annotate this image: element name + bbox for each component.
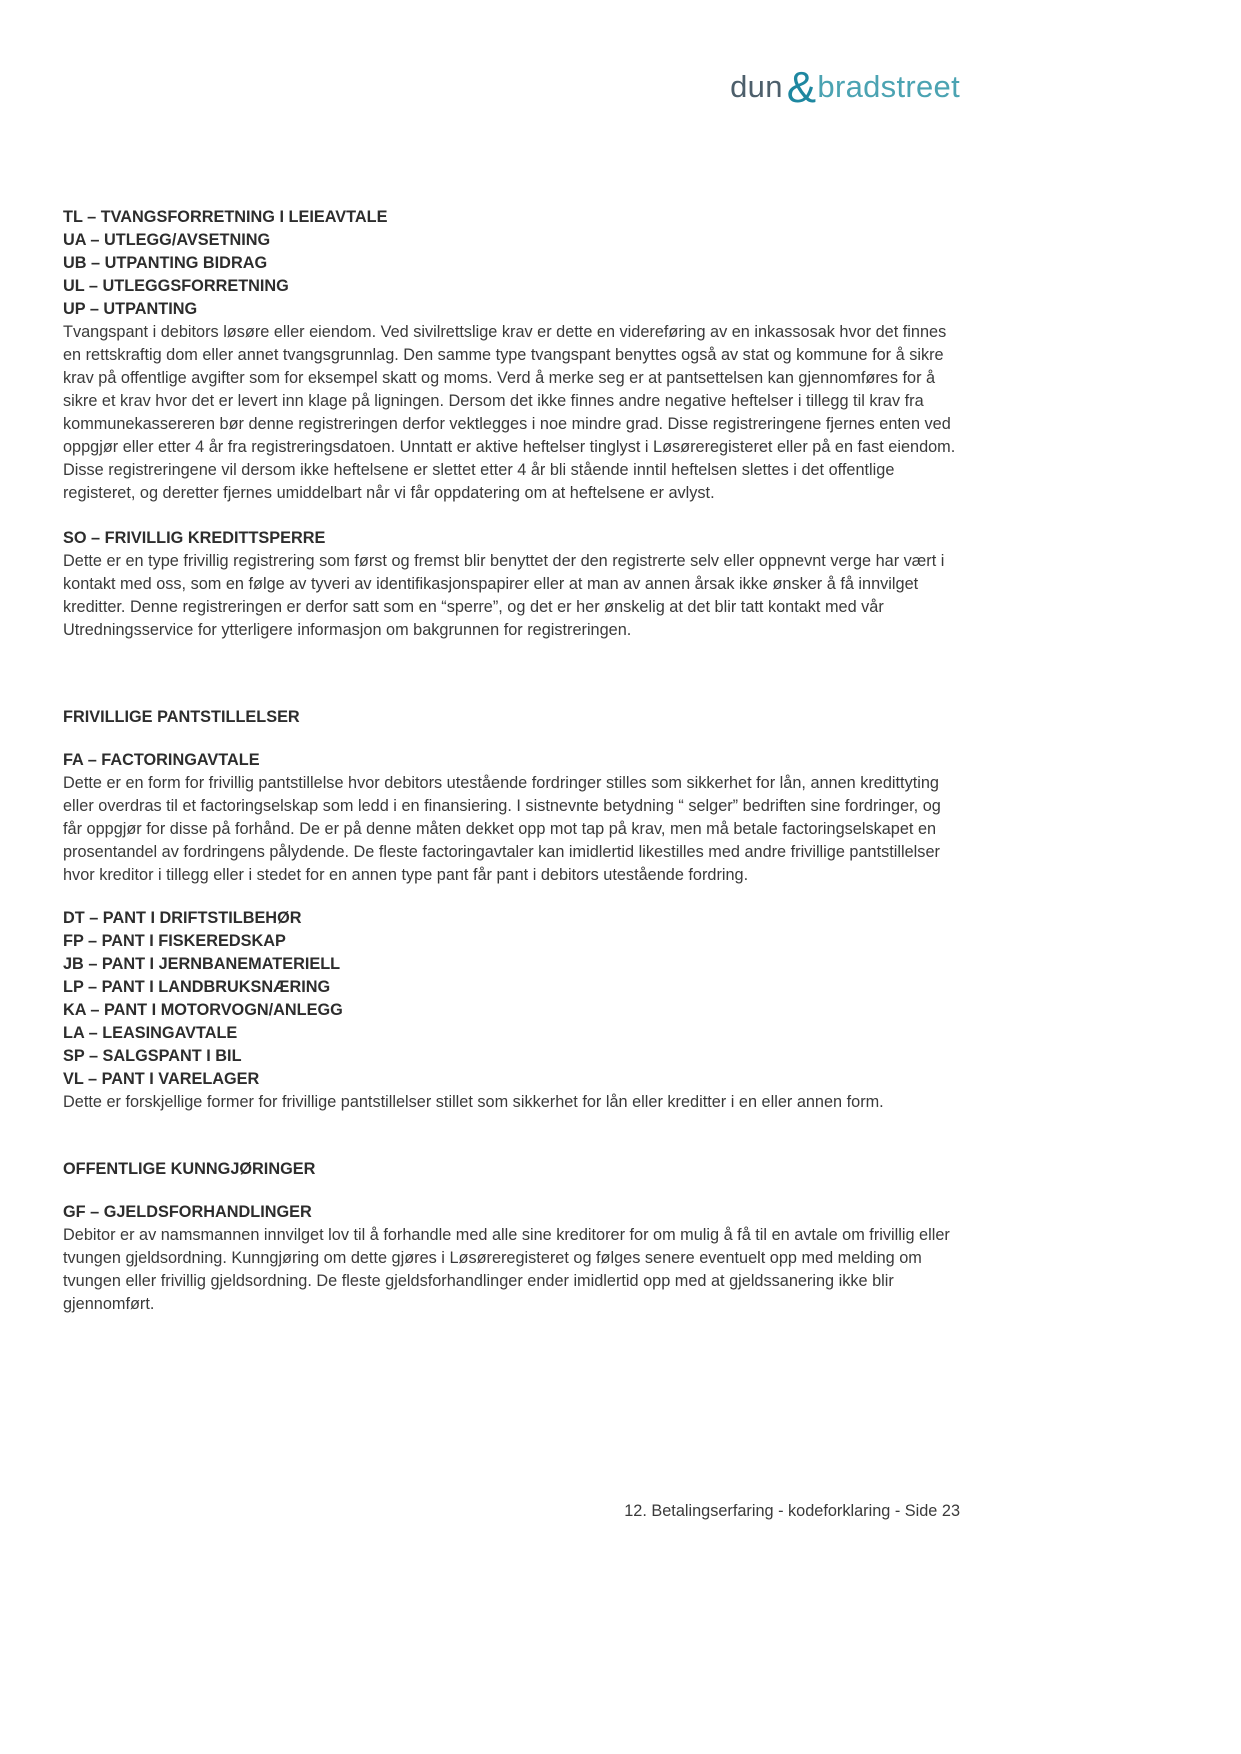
code-heading-vl: VL – PANT I VARELAGER (63, 1070, 260, 1088)
code-heading-tl: TL – TVANGSFORRETNING I LEIEAVTALE (63, 208, 388, 226)
section-heading-frivillige-pantstillelser: FRIVILLIGE PANTSTILLELSER (63, 708, 300, 726)
dun-bradstreet-logo (63, 63, 960, 112)
code-heading-lp: LP – PANT I LANDBRUKSNÆRING (63, 978, 331, 996)
code-heading-jb: JB – PANT I JERNBANEMATERIELL (63, 955, 341, 973)
code-heading-group-tvangspant (63, 206, 960, 321)
ampersand-logo-icon: & (786, 63, 817, 112)
document-body (63, 206, 960, 1316)
code-heading-la: LA – LEASINGAVTALE (63, 1024, 238, 1042)
logo-text-bradstreet: bradstreet (817, 69, 960, 104)
page-footer: 12. Betalingserfaring - kodeforklaring - Side 23 (624, 1502, 960, 1520)
logo-text-dun: dun (730, 69, 783, 104)
section-heading-offentlige-kunngjoringer: OFFENTLIGE KUNNGJØRINGER (63, 1160, 316, 1178)
code-heading-fp: FP – PANT I FISKEREDSKAP (63, 932, 286, 950)
code-heading-ua: UA – UTLEGG/AVSETNING (63, 231, 271, 249)
paragraph-fa: Dette er en form for frivillig pantstillelse hvor debitors utestående fordringer stilles som sikkerhet for lån, annen kredittyting eller overdras til et factoringselskap som ledd i en finansiering. I sistnevnte betydning “ selger” bedriften sine fordringer, og får oppgjør for disse på forhånd. De er på denne måten dekket opp mot tap på krav, men må betale factoringselskapet en prosentandel av fordringens pålydende. De fleste factoringavtaler kan imidlertid likestilles med andre frivillige pantstillelser hvor kreditor i tillegg eller i stedet for en annen type pant får pant i debitors utestående fordring. (63, 774, 941, 884)
paragraph-gf: Debitor er av namsmannen innvilget lov til å forhandle med alle sine kreditorer for om mulig å få til en avtale om frivillig eller tvungen gjeldsordning. Kunngjøring om dette gjøres i Løsøreregisteret og følges senere eventuelt opp med melding om tvungen eller frivillig gjeldsordning. De fleste gjeldsforhandlinger ender imidlertid opp med at gjeldssanering ikke blir gjennomført. (63, 1226, 950, 1313)
code-heading-ka: KA – PANT I MOTORVOGN/ANLEGG (63, 1001, 343, 1019)
code-heading-so: SO – FRIVILLIG KREDITTSPERRE (63, 529, 326, 547)
code-heading-gf: GF – GJELDSFORHANDLINGER (63, 1203, 312, 1221)
code-heading-dt: DT – PANT I DRIFTSTILBEHØR (63, 909, 302, 927)
code-heading-fa: FA – FACTORINGAVTALE (63, 751, 260, 769)
paragraph-pant: Dette er forskjellige former for frivillige pantstillelser stillet som sikkerhet for lån eller kreditter i en eller annen form. (63, 1093, 884, 1111)
paragraph-tvangspant: Tvangspant i debitors løsøre eller eiendom. Ved sivilrettslige krav er dette en videreføring av en inkassosak hvor det finnes en rettskraftig dom eller annet tvangsgrunnlag. Den samme type tvangspant benyttes også av stat og kommune for å sikre krav på offentlige avgifter som for eksempel skatt og moms. Verd å merke seg er at pantsettelsen kan gjennomføres for å sikre et krav hvor det er levert inn klage på ligningen. Dersom det ikke finnes andre negative heftelser i tillegg til krav fra kommunekassereren bør denne registreringen derfor vektlegges i noe mindre grad. Disse registreringene fjernes enten ved oppgjør eller etter 4 år fra registreringsdatoen. Unntatt er aktive heftelser tinglyst i Løsøreregisteret eller på en fast eiendom. Disse registreringene vil dersom ikke heftelsene er slettet etter 4 år bli stående inntil heftelsen slettes i det offentlige registeret, og deretter fjernes umiddelbart når vi får oppdatering om at heftelsene er avlyst. (63, 323, 956, 502)
code-heading-up: UP – UTPANTING (63, 300, 198, 318)
code-heading-ub: UB – UTPANTING BIDRAG (63, 254, 268, 272)
code-heading-sp: SP – SALGSPANT I BIL (63, 1047, 242, 1065)
paragraph-so: Dette er en type frivillig registrering som først og fremst blir benyttet der den registrerte selv eller oppnevnt verge har vært i kontakt med oss, som en følge av tyveri av identifikasjonspapirer eller at man av annen årsak ikke ønsker å få innvilget kreditter. Denne registreringen er derfor satt som en “sperre”, og det er her ønskelig at det blir tatt kontakt med vår Utredningsservice for ytterligere informasjon om bakgrunnen for registreringen. (63, 552, 945, 639)
code-heading-ul: UL – UTLEGGSFORRETNING (63, 277, 289, 295)
code-heading-group-pant (63, 907, 960, 1091)
